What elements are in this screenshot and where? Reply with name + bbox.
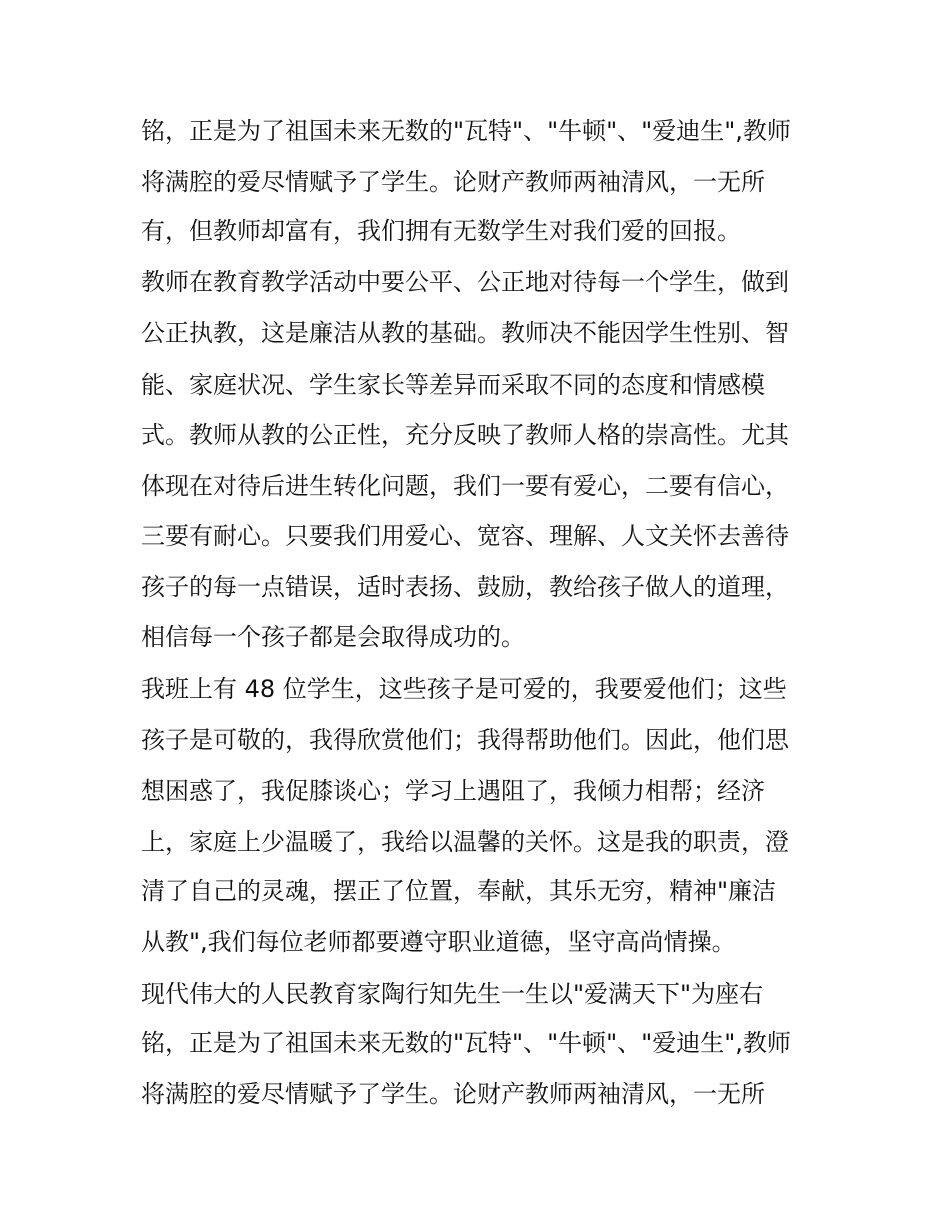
text-line: 想困惑了，我促膝谈心；学习上遇阻了，我倾力相帮；经济 — [141, 777, 765, 805]
text-line: 铭，正是为了祖国未来无数的"瓦特"、"牛顿"、"爱迪生",教师 — [141, 1029, 791, 1057]
text-line: 将满腔的爱尽情赋予了学生。论财产教师两袖清风，一无所 — [141, 168, 765, 196]
text-line: 三要有耐心。只要我们用爱心、宽容、理解、人文关怀去善待 — [141, 522, 789, 550]
text-line: 清了自己的灵魂，摆正了位置，奉献，其乐无穷，精神"廉洁 — [141, 877, 777, 905]
text-line: 上，家庭上少温暖了，我给以温馨的关怀。这是我的职责，澄 — [141, 828, 789, 856]
text-line: 相信每一个孩子都是会取得成功的。 — [141, 623, 525, 651]
text-line: 教师在教育教学活动中要公平、公正地对待每一个学生，做到 — [141, 268, 789, 296]
text-line: 体现在对待后进生转化问题，我们一要有爱心，二要有信心， — [141, 472, 789, 500]
text-line: 能、家庭状况、学生家长等差异而采取不同的态度和情感模 — [141, 371, 765, 399]
text-line: 式。教师从教的公正性，充分反映了教师人格的崇高性。尤其 — [141, 421, 789, 449]
text-line: 将满腔的爱尽情赋予了学生。论财产教师两袖清风，一无所 — [141, 1080, 765, 1108]
text-line: 现代伟大的人民教育家陶行知先生一生以"爱满天下"为座右 — [141, 980, 764, 1008]
text-line: 有，但教师却富有，我们拥有无数学生对我们爱的回报。 — [141, 217, 741, 245]
text-line: 孩子是可敬的，我得欣赏他们；我得帮助他们。因此，他们思 — [141, 726, 789, 754]
text-line: 从教",我们每位老师都要遵守职业道德，坚守高尚情操。 — [141, 928, 736, 956]
text-line: 铭，正是为了祖国未来无数的"瓦特"、"牛顿"、"爱迪生",教师 — [141, 117, 791, 145]
text-line: 我班上有 48 位学生，这些孩子是可爱的，我要爱他们；这些 — [141, 675, 787, 703]
text-line: 公正执教，这是廉洁从教的基础。教师决不能因学生性别、智 — [141, 319, 789, 347]
text-line: 孩子的每一点错误，适时表扬、鼓励，教给孩子做人的道理， — [141, 573, 789, 601]
